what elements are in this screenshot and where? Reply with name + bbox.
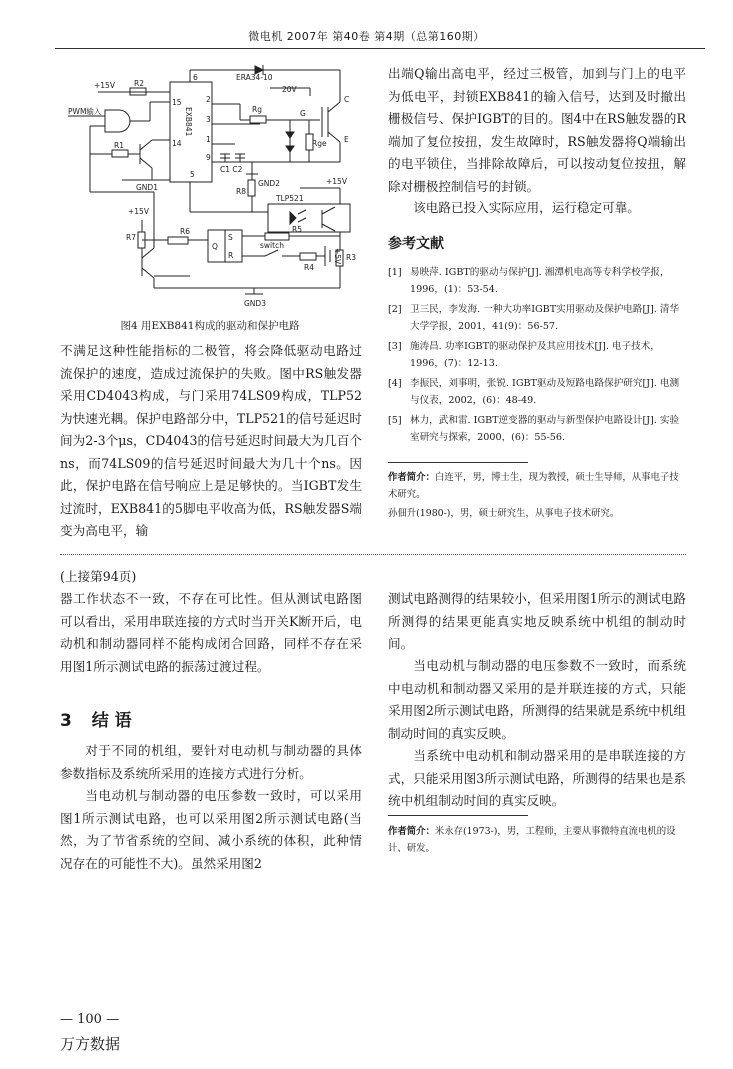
bottom-right-p2: 当电动机与制动器的电压参数不一致时，而系统中电动机和制动器又采用的是并联连接的方式，只能采用图2所示测试电路，所测得的结果就是系统中机组制动时间的真实反映。 — [388, 658, 686, 741]
label-v15-1: +15V — [94, 81, 115, 90]
label-pin2: 2 — [206, 95, 211, 104]
reference-text: 施涛昌. 功率IGBT的驱动保护及其应用技术[J]. 电子技术，1996，(7)：12-13. — [410, 341, 660, 369]
label-pin6: 6 — [193, 73, 198, 82]
reference-number: [5] — [388, 415, 402, 426]
reference-item — [388, 264, 688, 298]
label-chip: EXB841 — [184, 107, 193, 137]
section-number: 3 — [60, 711, 72, 731]
label-gnd2: GND2 — [258, 179, 280, 188]
reference-item — [388, 301, 688, 335]
bottom-right-p3: 当系统中电动机和制动器采用的是串联连接的方式，只能采用图3所示测试电路，所测得的结果也是系统中机组制动时间的真实反映。 — [388, 748, 686, 808]
bottom-right-p1: 测试电路测得的结果较小，但采用图1所示的测试电路所测得的结果更能真实地反映系统中机组的制动时间。 — [388, 591, 686, 651]
reference-item — [388, 412, 688, 446]
bio-rule — [388, 462, 528, 463]
reference-item — [388, 375, 688, 409]
label-pin14: 14 — [172, 139, 182, 148]
references-list — [388, 264, 688, 449]
reference-text: 林力，武和雷. IGBT逆变器的驱动与新型保护电路设计[J]. 实验室研究与探索，2000，(6)：55-56. — [410, 415, 680, 443]
author-bio-top — [388, 470, 688, 523]
section-title: 结 语 — [91, 711, 132, 731]
label-r1: R1 — [114, 141, 124, 150]
continued-note: (上接第94页) — [60, 569, 137, 584]
page-number: — 100 — — [60, 1012, 120, 1027]
bio-bottom-text: 米永存(1973-)，男，工程师，主要从事微特直流电机的设计、研发。 — [388, 826, 676, 854]
label-pwm: PWM输入 — [68, 107, 102, 116]
label-pin1: 1 — [206, 135, 211, 144]
label-gnd1: GND1 — [136, 183, 158, 192]
section-heading — [60, 706, 132, 731]
author-bio-bottom — [388, 824, 688, 857]
label-pin15: 15 — [172, 98, 182, 107]
body-right-top-p2: 该电路已投入实际应用，运行稳定可靠。 — [413, 200, 640, 215]
label-pin9: 9 — [206, 153, 211, 162]
label-tlp: TLP521 — [276, 194, 304, 203]
label-gnd3: GND3 — [244, 299, 266, 308]
label-r8: R8 — [236, 187, 246, 196]
bio-line2: 孙佃升(1980-)，男，硕士研究生，从事电子技术研究。 — [388, 508, 620, 519]
reference-number: [3] — [388, 341, 402, 352]
label-q: Q — [212, 242, 218, 251]
reference-number: [1] — [388, 267, 402, 278]
bio-line1: 白连平，男，博士生，现为教授，硕士生导师，从事电子技术研究。 — [388, 472, 679, 500]
bio-bottom-label: 作者简介： — [388, 826, 435, 837]
running-header: 微电机 2007年 第40卷 第4期（总第160期） — [248, 30, 485, 43]
section-separator — [60, 554, 686, 555]
bio-rule-bottom — [388, 815, 528, 816]
figure-caption: 图4 用EXB841构成的驱动和保护电路 — [120, 320, 300, 332]
reference-text: 易映萍. IGBT的驱动与保护[J]. 湘潭机电高等专科学校学报，1996，(1)：53-54. — [410, 267, 670, 295]
bottom-left-p2: 对于不同的机组，要针对电动机与制动器的具体参数指标及系统所采用的连接方式进行分析。 — [60, 743, 362, 781]
bottom-left-p3: 当电动机与制动器的电压参数一致时，可以采用图1所示测试电路，也可以采用图2所示测试电路(当然，为了节省系统的空间、减小系统的体积，此种情况存在的可能性不大)。虽然采用图2 — [60, 788, 362, 871]
label-r3: R3 — [346, 253, 356, 262]
reference-text: 卫三民，李发海. 一种大功率IGBT实用驱动及保护电路[J]. 清华大学学报，2001，41(9)：56-57. — [410, 304, 680, 332]
reference-text: 李振民，刘事明，张锐. IGBT驱动及短路电路保护研究[J]. 电测与仪表，2002，(6)：48-49. — [410, 378, 680, 406]
label-v15-3: +15V — [326, 177, 347, 186]
label-e: E — [344, 135, 349, 144]
circuit-diagram — [60, 62, 370, 312]
watermark-brand: 万方数据 — [60, 1035, 121, 1053]
label-g: G — [300, 109, 306, 118]
body-right-top-p1: 出端Q输出高电平，经过三极管，加到与门上的电平为低电平，封锁EXB841的输入信号，达到及时撤出栅极信号、保护IGBT的目的。图4中在RS触发器的R端加了复位按扭，发生故障时，RS触发器将Q端输出的电平锁住，当排除故障后，可以按动复位按扭，解除对栅极控制信号的封锁。 — [388, 66, 686, 194]
label-r: R — [228, 251, 234, 260]
bio-label: 作者简介： — [388, 472, 435, 483]
label-20v: 20V — [282, 85, 297, 94]
label-v15-2: +15V — [128, 207, 149, 216]
body-left-top: 不满足这种性能指标的二极管，将会降低驱动电路过流保护的速度，造成过流保护的失败。图中RS触发器采用CD4043构成，与门采用74LS09构成，TLP52为快速光耦。保护电路部分中，TLP521的信号延迟时间为2-3个μs，CD4043的信号延迟时间最大为几百个ns，而74LS09的信号延迟时间最大为几十个ns。因此，保护电路在信号响应上是足够快的。当IGBT发生过流时，EXB841的5脚电平收高为低，RS触发器S端变为高电平，输 — [60, 343, 362, 538]
label-s: S — [228, 233, 233, 242]
label-r7: R7 — [126, 233, 136, 242]
header-rule — [55, 48, 705, 49]
label-pin5: 5 — [190, 170, 195, 179]
reference-item — [388, 338, 688, 372]
label-era: ERA34-10 — [236, 73, 273, 82]
label-pin3: 3 — [206, 115, 211, 124]
label-r4: R4 — [304, 263, 314, 272]
label-rg: Rg — [252, 105, 262, 114]
reference-number: [2] — [388, 304, 402, 315]
label-r5: R5 — [292, 225, 302, 234]
label-c: C — [344, 95, 350, 104]
label-rge: Rge — [312, 139, 327, 148]
references-title: 参考文献 — [388, 236, 444, 252]
reference-number: [4] — [388, 378, 402, 389]
label-switch: switch — [260, 241, 284, 250]
label-c1c2: C1 C2 — [220, 165, 243, 174]
bottom-left-p1: 器工作状态不一致，不存在可比性。但从测试电路图可以看出，采用串联连接的方式时当开关K断开后，电动机和制动器同样不能构成闭合回路，同样不存在采用图1所示测试电路的振荡过渡过程。 — [60, 591, 362, 674]
label-5v: +5V — [333, 248, 342, 265]
label-r2: R2 — [134, 79, 144, 88]
label-r6: R6 — [180, 227, 190, 236]
